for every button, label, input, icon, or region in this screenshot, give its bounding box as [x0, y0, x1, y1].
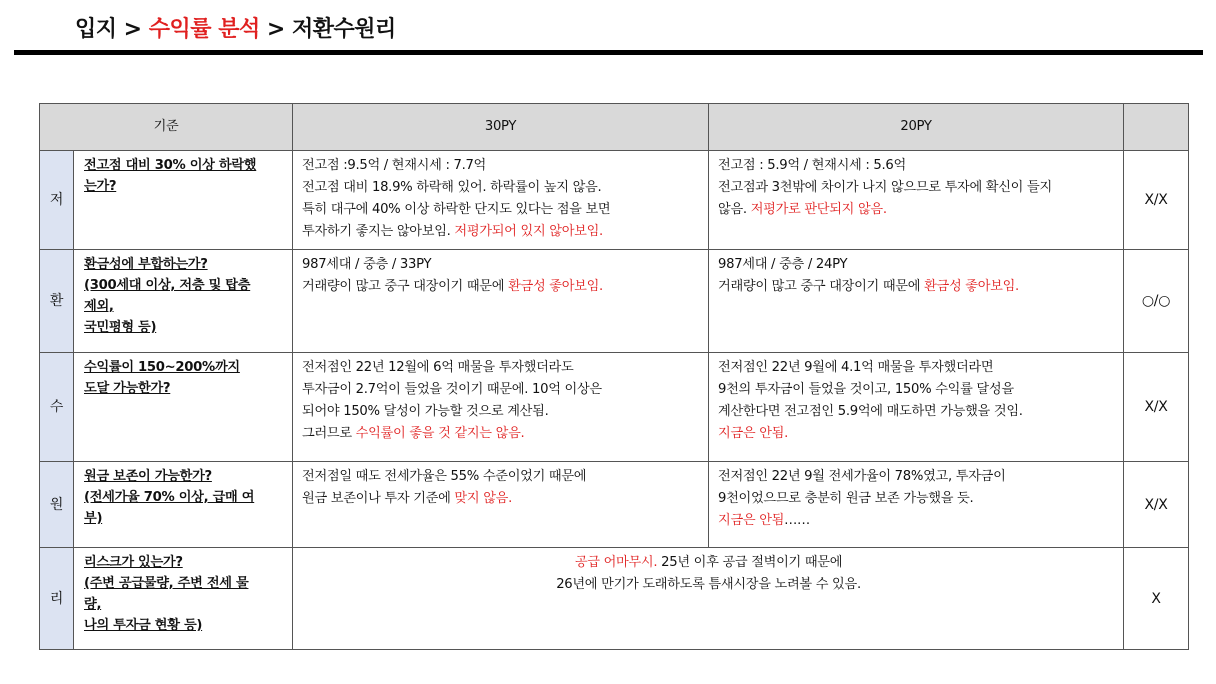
header-result [1124, 104, 1189, 151]
row-letter: 리 [40, 548, 74, 650]
result-cell: ○/○ [1124, 250, 1189, 353]
highlight-text: 환금성 좋아보임. [508, 279, 603, 294]
criteria-cell: 환금성에 부합하는가? (300세대 이상, 저층 및 탑층 제외, 국민평형 등) [74, 250, 293, 353]
result-cell: X/X [1124, 151, 1189, 250]
row-letter: 수 [40, 353, 74, 462]
result-cell: X/X [1124, 462, 1189, 548]
cell-20py: 987세대 / 중층 / 24PY 거래량이 많고 중구 대장이기 때문에 환금성 좋아보임. [709, 250, 1124, 353]
row-letter: 환 [40, 250, 74, 353]
header-criteria: 기준 [40, 104, 293, 151]
table-row [40, 353, 1189, 462]
analysis-table [39, 103, 1189, 650]
table-row [40, 250, 1189, 353]
cell-20py: 전고점 : 5.9억 / 현재시세 : 5.6억 전고점과 3천밖에 차이가 나지 않으므로 투자에 확신이 들지 않음. 저평가로 판단되지 않음. [709, 151, 1124, 250]
header-30py: 30PY [293, 104, 709, 151]
cell-20py: 전저점인 22년 9월 전세가율이 78%였고, 투자금이 9천이었으므로 충분히 원금 보존 가능했을 듯. 지금은 안됨…… [709, 462, 1124, 548]
breadcrumb-yield-analysis: 수익률 분석 [148, 17, 260, 42]
breadcrumb-location: 입지 [75, 17, 117, 42]
row-letter: 저 [40, 151, 74, 250]
row-letter: 원 [40, 462, 74, 548]
highlight-text: 지금은 안됨. [718, 426, 788, 441]
header-20py: 20PY [709, 104, 1124, 151]
cell-30py: 전저점일 때도 전세가율은 55% 수준이었기 때문에 원금 보존이나 투자 기준에 맞지 않음. [293, 462, 709, 548]
table-row [40, 151, 1189, 250]
result-cell: X/X [1124, 353, 1189, 462]
criteria-cell: 수익률이 150~200%까지 도달 가능한가? [74, 353, 293, 462]
cell-30py: 전고점 :9.5억 / 현재시세 : 7.7억 전고점 대비 18.9% 하락해 있어. 하락률이 높지 않음. 특히 대구에 40% 이상 하락한 단지도 있다는 점을 보면 투자하기 좋지는 않아보임. 저평가되어 있지 않아보임. [293, 151, 709, 250]
highlight-text: 공급 어마무시. [574, 555, 658, 570]
criteria-cell: 리스크가 있는가? (주변 공급물량, 주변 전세 물 량, 나의 투자금 현황 등) [74, 548, 293, 650]
highlight-text: 맞지 않음. [454, 491, 512, 506]
highlight-text: 저평가로 판단되지 않음. [750, 202, 887, 217]
breadcrumb-principle: 저환수원리 [291, 17, 396, 42]
table-row [40, 462, 1189, 548]
highlight-text: 수익률이 좋을 것 같지는 않음. [355, 426, 525, 441]
result-cell: X [1124, 548, 1189, 650]
cell-30py: 987세대 / 중층 / 33PY 거래량이 많고 중구 대장이기 때문에 환금성 좋아보임. [293, 250, 709, 353]
table-row [40, 548, 1189, 650]
cell-30py: 전저점인 22년 12월에 6억 매물을 투자했더라도 투자금이 2.7억이 들었을 것이기 때문에. 10억 이상은 되어야 150% 달성이 가능할 것으로 계산됨. 그러므로 수익률이 좋을 것 같지는 않음. [293, 353, 709, 462]
breadcrumb: 입지 > 수익률 분석 > 저환수원리 [75, 17, 396, 42]
highlight-text: 환금성 좋아보임. [924, 279, 1019, 294]
criteria-cell: 원금 보존이 가능한가? (전세가율 70% 이상, 급매 여 부) [74, 462, 293, 548]
merged-risk-cell: 공급 어마무시. 25년 이후 공급 절벽이기 때문에 26년에 만기가 도래하도록 틈새시장을 노려볼 수 있음. [293, 548, 1124, 650]
criteria-cell: 전고점 대비 30% 이상 하락했 는가? [74, 151, 293, 250]
cell-20py: 전저점인 22년 9월에 4.1억 매물을 투자했더라면 9천의 투자금이 들었을 것이고, 150% 수익률 달성을 계산한다면 전고점인 5.9억에 매도하면 가능했을 것임. 지금은 안됨. [709, 353, 1124, 462]
highlight-text: 지금은 안됨 [718, 513, 785, 528]
title-divider [14, 50, 1203, 55]
table-header-row [40, 104, 1189, 151]
highlight-text: 저평가되어 있지 않아보임. [454, 224, 603, 239]
